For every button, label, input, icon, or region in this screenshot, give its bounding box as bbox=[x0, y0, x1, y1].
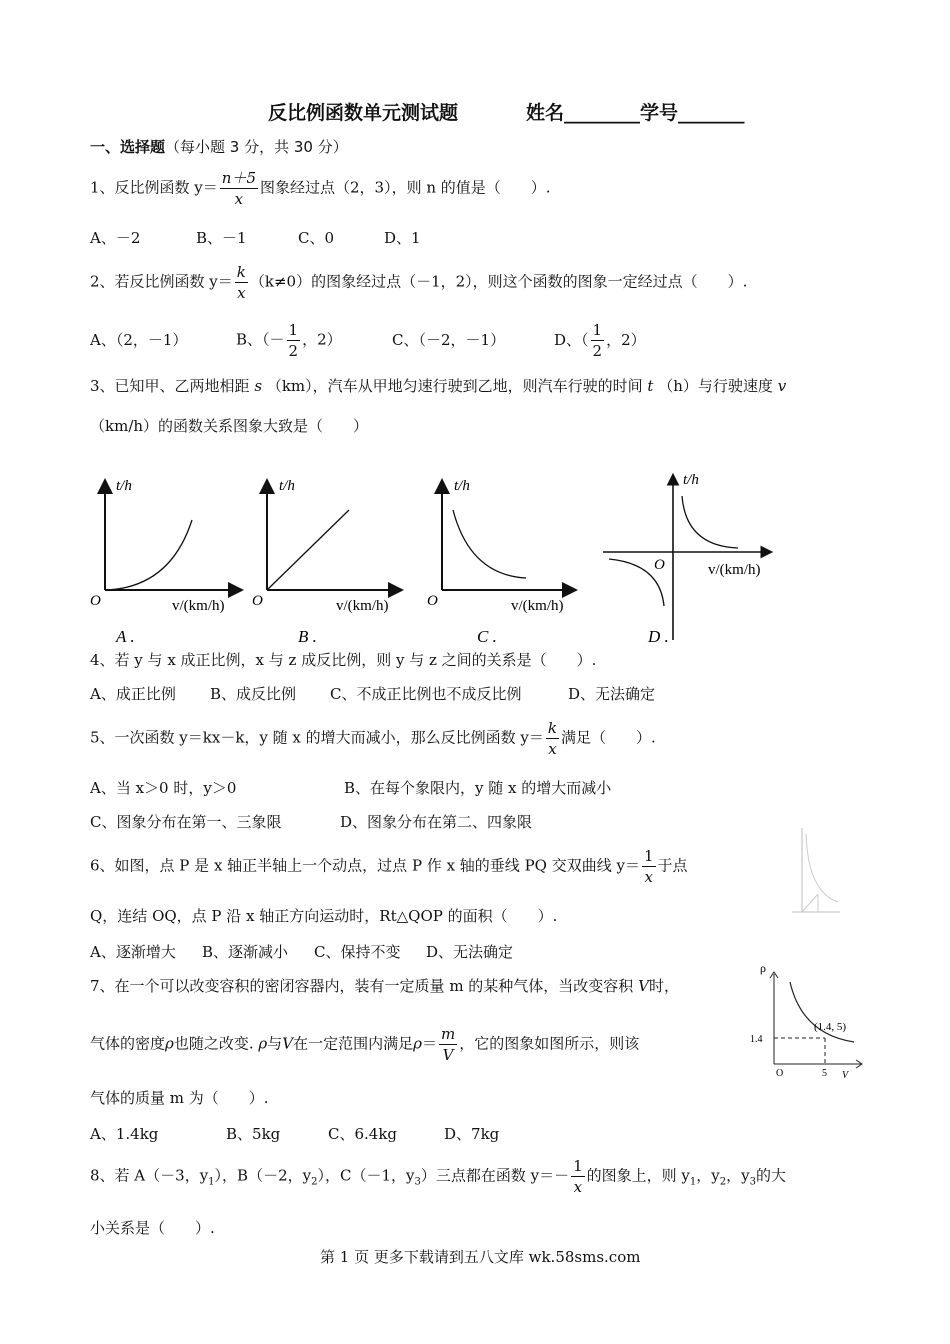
q3-var-v: v bbox=[777, 377, 787, 395]
q3-line1-a: 3、已知甲、乙两地相距 bbox=[90, 377, 250, 395]
q8-c2: ，y bbox=[726, 1166, 750, 1185]
q7-fraction bbox=[439, 1024, 457, 1065]
q8-prefix: 8、若 A（－3，y bbox=[90, 1166, 209, 1185]
question-7 bbox=[90, 976, 679, 996]
q4-option-c: C、不成正比例也不成反比例 bbox=[330, 685, 522, 703]
graph-b-line bbox=[267, 510, 349, 590]
q2-option-d-num: 1 bbox=[592, 321, 603, 339]
q6-prefix: 6、如图，点 P 是 x 轴正半轴上一个动点，过点 P 作 x 轴的垂线 PQ 交双曲线 y＝ bbox=[90, 856, 640, 875]
q8-line2-text: 小关系是（ ）. bbox=[90, 1219, 215, 1237]
graph-a bbox=[90, 478, 240, 646]
q5-option-d: D、图象分布在第二、四象限 bbox=[340, 813, 533, 831]
q1-prefix: 1、反比例函数 y＝ bbox=[90, 178, 218, 197]
q2-prefix: 2、若反比例函数 y＝ bbox=[90, 272, 233, 291]
q7-line3 bbox=[90, 1088, 269, 1108]
q5-prefix: 5、一次函数 y＝kx－k，y 随 x 的增大而减小，那么反比例函数 y＝ bbox=[90, 728, 544, 747]
q7-graph-xlabel: V bbox=[842, 1070, 849, 1080]
question-3 bbox=[90, 376, 786, 396]
q1-option-c: C、0 bbox=[298, 229, 335, 247]
graph-c bbox=[427, 478, 574, 646]
q3-graphs bbox=[80, 460, 780, 650]
q7-line2-e: ，它的图象如图所示，则该 bbox=[459, 1034, 640, 1053]
q6-line2-text: Q，连结 OQ，点 P 沿 x 轴正方向运动时，Rt△QOP 的面积（ ）. bbox=[90, 907, 558, 925]
q3-line2 bbox=[90, 416, 368, 436]
q6-figure-curve bbox=[806, 834, 838, 902]
section-note: （每小题 3 分，共 30 分） bbox=[165, 138, 348, 156]
q8-fraction bbox=[571, 1156, 585, 1197]
q2-suffix: （k≠0）的图象经过点（－1，2），则这个函数的图象一定经过点（ ）. bbox=[249, 272, 748, 291]
section-label: 一、选择题 bbox=[90, 138, 166, 156]
q5-option-a: A、当 x＞0 时，y＞0 bbox=[90, 779, 237, 797]
footer-text: 第 1 页 更多下载请到五八文库 wk.58sms.com bbox=[320, 1248, 641, 1266]
q3-var-s: s bbox=[254, 377, 263, 395]
q7-line2 bbox=[90, 1024, 639, 1065]
question-5 bbox=[90, 718, 656, 759]
q7-line1-end: 时， bbox=[648, 977, 679, 995]
q5-suffix: 满足（ ）. bbox=[561, 728, 656, 747]
q1-option-a: A、－2 bbox=[90, 229, 141, 247]
q7-line3-text: 气体的质量 m 为（ ）. bbox=[90, 1089, 269, 1107]
graph-c-ylabel: t/h bbox=[454, 478, 470, 494]
q6-frac-den: x bbox=[644, 868, 653, 886]
q5-options-row2 bbox=[90, 812, 532, 832]
page-title bbox=[268, 98, 458, 125]
page-footer bbox=[320, 1246, 640, 1267]
q8-sub-1: 1 bbox=[208, 1176, 215, 1188]
q7-graph-origin: O bbox=[776, 1068, 784, 1079]
q1-fraction bbox=[220, 168, 258, 209]
q8-end: 的大 bbox=[755, 1166, 786, 1185]
q2-option-b-post: ，2） bbox=[302, 330, 342, 349]
q6-line2 bbox=[90, 906, 557, 926]
q6-suffix: 于点 bbox=[657, 856, 688, 875]
q2-fraction bbox=[235, 262, 248, 303]
q8-line2 bbox=[90, 1218, 215, 1238]
q4-options bbox=[90, 684, 655, 704]
q2-option-d-post: ，2） bbox=[606, 330, 646, 349]
q7-eq: ＝ bbox=[421, 1034, 437, 1053]
q2-frac-den: x bbox=[237, 284, 246, 302]
q2-option-b-num: 1 bbox=[288, 321, 299, 339]
q8-sub-4: 1 bbox=[689, 1176, 697, 1188]
q8-mid3: ）三点都在函数 y＝－ bbox=[420, 1166, 570, 1185]
graph-a-xlabel: v/(km/h) bbox=[172, 598, 225, 614]
q5-option-b: B、在每个象限内，y 随 x 的增大而减小 bbox=[344, 779, 612, 797]
q7-option-b: B、5kg bbox=[226, 1125, 281, 1143]
q2-option-d-frac bbox=[591, 320, 605, 361]
q6-option-b: B、逐渐减小 bbox=[202, 943, 289, 961]
q7-line2-c: 与 bbox=[267, 1034, 283, 1053]
graph-d-ylabel: t/h bbox=[683, 472, 699, 488]
q5-frac-num: k bbox=[547, 719, 558, 737]
q2-option-b-frac bbox=[287, 320, 301, 361]
q1-option-d: D、1 bbox=[384, 229, 421, 247]
q2-frac-num: k bbox=[236, 263, 246, 281]
q7-graph-curve bbox=[790, 982, 854, 1042]
question-6 bbox=[90, 846, 688, 887]
q1-frac-num: n＋5 bbox=[221, 169, 257, 187]
q7-graph-ytick: 1.4 bbox=[750, 1034, 763, 1045]
q7-line2-b: 也随之改变. bbox=[173, 1034, 254, 1053]
q8-frac-num: 1 bbox=[573, 1157, 583, 1175]
q6-fraction bbox=[642, 846, 656, 887]
q7-option-d: D、7kg bbox=[444, 1125, 500, 1143]
q2-option-d-den: 2 bbox=[592, 342, 603, 360]
q2-option-d bbox=[554, 321, 646, 360]
graph-a-caption: A . bbox=[116, 627, 135, 646]
q2-option-b-pre: B、（－ bbox=[236, 330, 285, 349]
q6-option-a: A、逐渐增大 bbox=[90, 943, 176, 961]
q5-options-row1 bbox=[90, 778, 611, 798]
question-2 bbox=[90, 262, 747, 303]
q7-var-rho: ρ bbox=[165, 1034, 174, 1053]
q2-option-b bbox=[236, 320, 392, 361]
q7-option-c: C、6.4kg bbox=[328, 1125, 398, 1143]
graph-c-caption: C . bbox=[477, 627, 497, 646]
name-id-field bbox=[526, 98, 745, 125]
q2-options bbox=[90, 320, 646, 361]
graph-a-origin: O bbox=[90, 593, 101, 609]
graph-b-ylabel: t/h bbox=[279, 478, 295, 494]
q3-var-t: t bbox=[647, 377, 654, 395]
q8-mid1: ），B（－2，y bbox=[214, 1166, 312, 1185]
q7-graph-xtick: 5 bbox=[822, 1068, 827, 1079]
q8-sub-3: 3 bbox=[414, 1176, 421, 1188]
q7-line1: 7、在一个可以改变容积的密闭容器内，装有一定质量 m 的某种气体，当改变容积 bbox=[90, 977, 634, 995]
q7-line2-a: 气体的密度 bbox=[90, 1034, 166, 1053]
graph-b-xlabel: v/(km/h) bbox=[336, 598, 389, 614]
q6-option-d: D、无法确定 bbox=[426, 943, 514, 961]
q8-c1: ，y bbox=[696, 1166, 720, 1185]
question-4 bbox=[90, 650, 596, 670]
graph-c-xlabel: v/(km/h) bbox=[511, 598, 564, 614]
section-heading bbox=[90, 136, 348, 157]
q3-line1-c: （h）与行驶速度 bbox=[658, 377, 773, 395]
q7-frac-num: m bbox=[440, 1025, 456, 1043]
q6-frac-num: 1 bbox=[643, 847, 654, 865]
q6-options bbox=[90, 942, 513, 962]
q1-suffix: 图象经过点（2，3），则 n 的值是（ ）. bbox=[260, 178, 551, 197]
q7-var-rho-2: ρ bbox=[258, 1034, 268, 1053]
graph-d-origin: O bbox=[654, 557, 665, 573]
q8-sub-6: 3 bbox=[749, 1176, 756, 1188]
q4-option-b: B、成反比例 bbox=[210, 685, 297, 703]
graph-c-origin: O bbox=[427, 593, 438, 609]
name-label: 姓名________学号_______ bbox=[526, 102, 745, 124]
graph-d-caption: D . bbox=[648, 627, 669, 646]
q7-var-rho-3: ρ bbox=[413, 1034, 422, 1053]
q8-sub-5: 2 bbox=[719, 1176, 727, 1188]
q8-mid2: ），C（－1，y bbox=[317, 1166, 415, 1185]
q4-option-a: A、成正比例 bbox=[90, 685, 176, 703]
graph-b-origin: O bbox=[252, 593, 263, 609]
q7-graph bbox=[750, 960, 870, 1080]
question-8 bbox=[90, 1156, 786, 1197]
q8-frac-den: x bbox=[573, 1178, 583, 1196]
q2-option-b-den: 2 bbox=[288, 342, 299, 360]
q1-frac-den: x bbox=[234, 190, 244, 208]
q7-line2-d: 在一定范围内满足 bbox=[293, 1034, 414, 1053]
q5-option-c: C、图象分布在第一、三象限 bbox=[90, 813, 282, 831]
q2-option-c: C、（－2，－1） bbox=[392, 330, 506, 349]
q1-option-b: B、－1 bbox=[196, 229, 247, 247]
graph-d-xlabel: v/(km/h) bbox=[708, 562, 761, 578]
q7-option-a: A、1.4kg bbox=[90, 1125, 159, 1143]
q6-figure-oq bbox=[802, 894, 818, 912]
q5-fraction bbox=[546, 718, 559, 759]
q7-graph-point-label: (1.4, 5) bbox=[814, 1021, 847, 1033]
title-text: 反比例函数单元测试题 bbox=[268, 102, 459, 124]
graph-a-curve bbox=[105, 520, 192, 590]
q1-options bbox=[90, 228, 421, 248]
graph-d-curve-q1 bbox=[682, 496, 738, 548]
graph-c-curve bbox=[453, 510, 526, 578]
graph-b-caption: B . bbox=[298, 627, 317, 646]
q7-graph-ylabel: ρ bbox=[760, 961, 766, 975]
q4-option-d: D、无法确定 bbox=[568, 685, 656, 703]
graph-a-ylabel: t/h bbox=[116, 478, 132, 494]
q8-sub-2: 2 bbox=[311, 1176, 318, 1188]
q2-option-d-pre: D、（ bbox=[554, 330, 589, 349]
q7-var-V: V bbox=[638, 977, 649, 995]
q7-options bbox=[90, 1124, 499, 1144]
q6-option-c: C、保持不变 bbox=[314, 943, 401, 961]
question-1 bbox=[90, 168, 551, 209]
graph-b bbox=[252, 478, 400, 646]
q2-option-a: A、（2，－1） bbox=[90, 330, 188, 349]
q7-var-V-2: V bbox=[282, 1034, 294, 1053]
q6-figure bbox=[788, 822, 844, 932]
q3-line1-b: （km），汽车从甲地匀速行驶到乙地，则汽车行驶的时间 bbox=[266, 377, 643, 395]
q7-frac-den: V bbox=[442, 1046, 454, 1064]
q8-mid4: 的图象上，则 y bbox=[586, 1166, 690, 1185]
graph-d bbox=[603, 472, 770, 646]
q4-text: 4、若 y 与 x 成正比例，x 与 z 成反比例，则 y 与 z 之间的关系是（ ）. bbox=[90, 651, 597, 669]
q3-line2-text: （km/h）的函数关系图象大致是（ ） bbox=[90, 417, 369, 435]
q5-frac-den: x bbox=[548, 740, 557, 758]
